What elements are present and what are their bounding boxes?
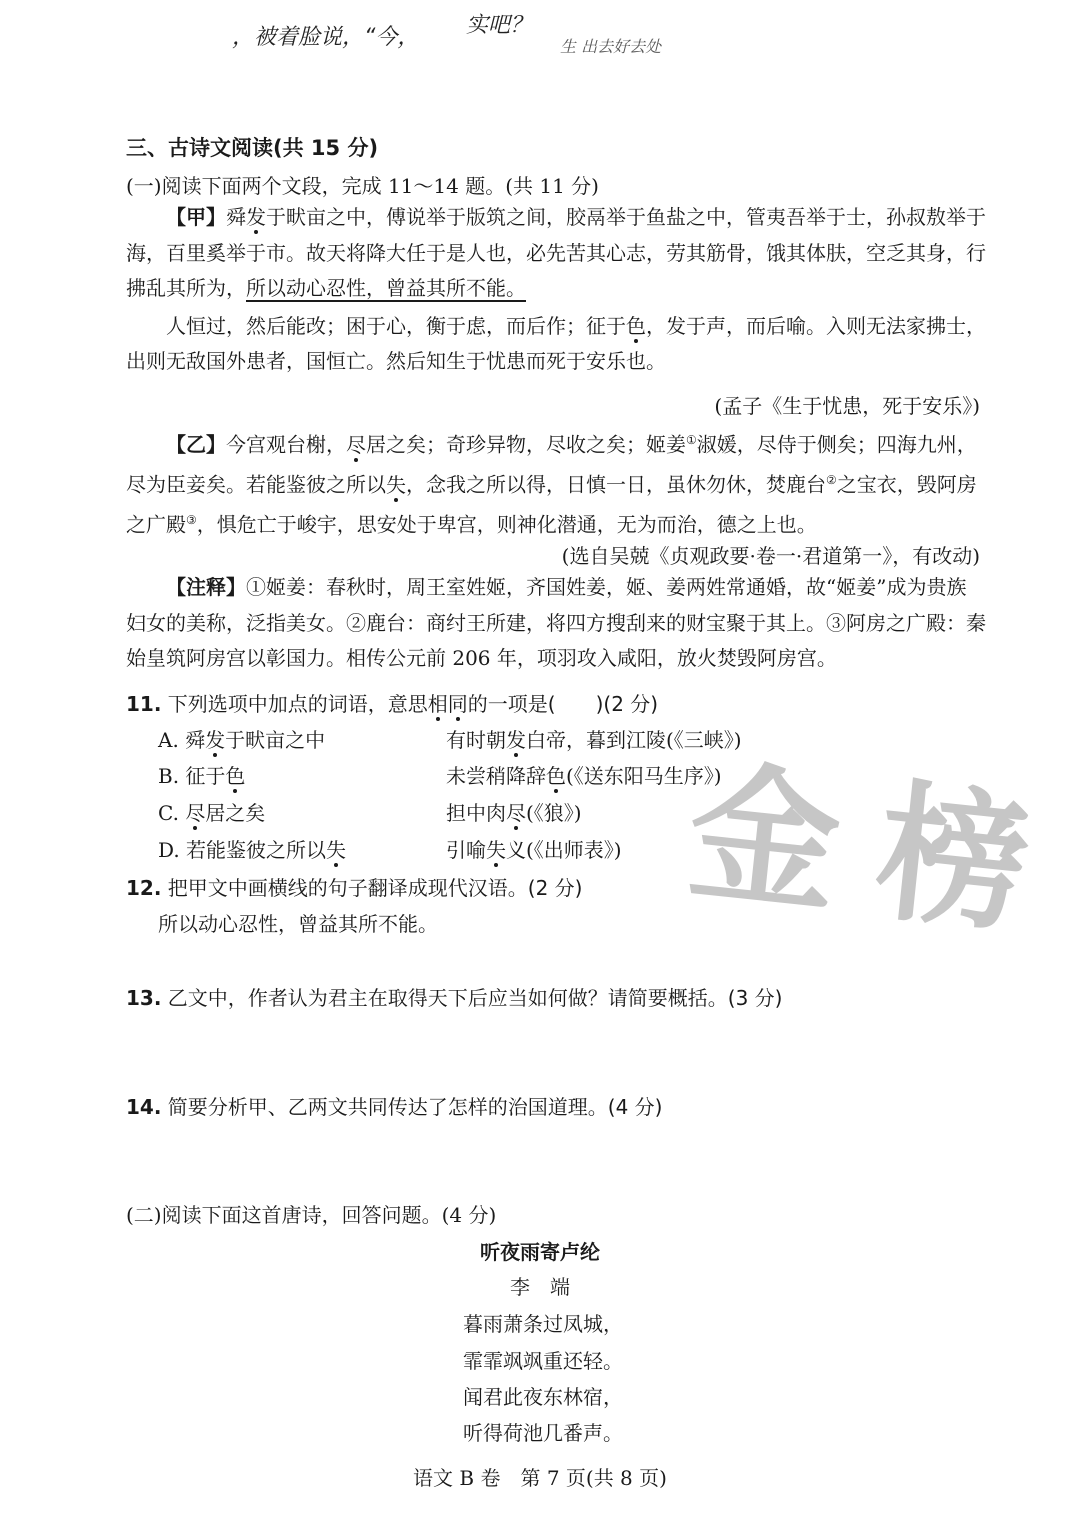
option-text: B. 征于 <box>158 764 226 788</box>
jia-source: (孟子《生于忧患，死于安乐》) <box>714 394 980 418</box>
option-dotted: 色 <box>225 764 246 788</box>
yi-text-f: ，惧危亡于峻宇，思安处于卑宫，则神化潜通，无为而治，德之上也。 <box>196 512 817 537</box>
poem-line-2: 霏霏飒飒重还轻。 <box>463 1349 623 1373</box>
option-text: (《送东阳马生序》) <box>566 764 722 788</box>
yi-text-e: 之宝衣，毁阿房之广殿 <box>126 472 977 537</box>
question-14 <box>126 1091 662 1120</box>
q11-option-c <box>158 797 265 826</box>
question-12 <box>126 872 582 901</box>
jia-text-a: 舜 <box>226 205 246 229</box>
option-dotted: 发 <box>506 728 526 752</box>
yi-text-b: 居之矣；奇珍异物，尽收之矣；姬姜 <box>366 432 686 457</box>
notes-mark: 【注释】 <box>166 575 246 599</box>
q12-sentence: 所以动心忍性，曾益其所不能。 <box>158 912 438 936</box>
q11-text-post: 的一项是( )(2 分) <box>467 692 659 716</box>
q11-dot-b: 同 <box>447 692 468 716</box>
option-dotted: 发 <box>205 728 226 752</box>
q11-option-d-compare <box>446 834 622 863</box>
option-dotted: 失 <box>326 838 347 862</box>
option-text: 义(《出师表》) <box>506 838 622 862</box>
option-text: 未尝稍降辞 <box>446 764 546 788</box>
handwriting-left: ，被着脸说，“今， <box>232 25 420 50</box>
option-text: D. 若能鉴彼之所以 <box>158 838 327 862</box>
option-text: C. <box>158 801 186 825</box>
yi-text-d: ，念我之所以得，日慎一日，虽休勿休，焚鹿台 <box>406 472 826 497</box>
option-text: 白帝，暮到江陵(《三峡》) <box>526 728 742 752</box>
passage-yi <box>126 423 986 543</box>
q11-option-b-compare <box>446 760 722 789</box>
q11-option-d <box>158 834 346 863</box>
q12-text: 把甲文中画横线的句子翻译成现代汉语。(2 分) <box>167 876 583 900</box>
notes-text: ①姬姜：春秋时，周王室姓姬，齐国姓姜，姬、姜两姓常通婚，故“姬姜”成为贵族妇女的美称，泛指美女。②鹿台：商纣王所建，将四方搜刮来的财宝聚于其上。③阿房之广殿：秦始皇筑阿房宫以彰国力。相传公元前 206 年，项羽攻入咸阳，放火焚毁阿房宫。 <box>126 575 986 670</box>
option-text: 担中肉 <box>446 801 506 825</box>
jia-p2-dotted-word: 色 <box>626 313 646 338</box>
question-11 <box>126 688 658 717</box>
q14-number: 14. <box>126 1095 162 1119</box>
page-footer: 语文 B 卷 第 7 页(共 8 页) <box>413 1466 667 1490</box>
yi-text-a: 今宫观台榭， <box>226 432 346 457</box>
q11-option-a <box>158 724 325 753</box>
q11-option-b <box>158 760 245 789</box>
option-dotted: 失 <box>486 838 506 862</box>
question-13 <box>126 982 782 1011</box>
yi-note-ref-2: ② <box>826 473 837 488</box>
jia-underlined-sentence: 所以动心忍性，曾益其所不能。 <box>246 276 526 300</box>
q11-number: 11. <box>126 692 162 716</box>
q11-option-a-compare <box>446 724 742 753</box>
poem-line-1: 暮雨萧条过凤城， <box>463 1312 623 1336</box>
option-text: A. 舜 <box>158 728 206 752</box>
part2-title: (二)阅读下面这首唐诗，回答问题。(4 分) <box>126 1203 497 1227</box>
poem-line-4: 听得荷池几番声。 <box>463 1421 623 1445</box>
jia-p2-text-c: ，发于声，而后喻。入则无法家拂士，出则无敌国外患者，国恒亡。然后知生于忧患而死于安乐也。 <box>126 313 986 373</box>
passage-jia-mark: 【甲】 <box>166 205 226 229</box>
option-text: 于畎亩之中 <box>225 728 326 752</box>
q11-option-c-compare <box>446 797 582 826</box>
option-dotted: 色 <box>546 764 566 788</box>
yi-note-ref-1: ① <box>686 433 697 447</box>
q13-text: 乙文中，作者认为君主在取得天下后应当如何做？请简要概括。(3 分) <box>167 986 783 1010</box>
q12-number: 12. <box>126 876 162 900</box>
option-text: 有时朝 <box>446 728 506 752</box>
yi-dotted-word-2: 失 <box>386 472 406 497</box>
q14-text: 简要分析甲、乙两文共同传达了怎样的治国道理。(4 分) <box>167 1095 663 1119</box>
poem-author: 李 端 <box>510 1275 570 1299</box>
q11-dot-a: 相 <box>427 692 448 716</box>
notes <box>126 570 986 677</box>
jia-p2-text-b: 征于 <box>586 313 626 338</box>
handwriting-middle: 实吧？ <box>466 13 533 38</box>
yi-text-c: 淑媛，尽侍于侧矣；四海九州，尽为臣妾矣。若能鉴彼之所以 <box>126 432 977 497</box>
jia-text-b: 于畎亩之中，傅说举于版筑之间，胶鬲举于鱼盐之中，管夷吾举于士，孙叔敖举于海，百里奚举于市。故天将降大任于是人也，必先苦其心志，劳其筋骨，饿其体肤，空乏其身，行拂乱其所为， <box>126 205 986 300</box>
option-text: (《狼》) <box>526 801 582 825</box>
section-title: 三、古诗文阅读(共 15 分) <box>126 136 379 160</box>
handwriting-right: 生 出去好去处 <box>560 37 662 56</box>
poem-line-3: 闻君此夜东林宿， <box>463 1385 623 1409</box>
part1-title: (一)阅读下面两个文段，完成 11～14 题。(共 11 分) <box>126 174 599 198</box>
jia-dotted-word: 发 <box>246 205 266 229</box>
passage-jia <box>126 200 986 380</box>
option-dotted: 尽 <box>185 801 206 825</box>
passage-yi-mark: 【乙】 <box>166 432 226 457</box>
jia-p2-text-a: 人恒过，然后能改；困于心，衡于虑，而后作； <box>166 313 586 338</box>
yi-dotted-word-1: 尽 <box>346 432 366 457</box>
poem-title: 听夜雨寄卢纶 <box>480 1240 600 1264</box>
yi-note-ref-3: ③ <box>186 513 197 528</box>
watermark-logo: 金榜 <box>680 745 1077 959</box>
yi-source: (选自吴兢《贞观政要·卷一·君道第一》，有改动) <box>561 544 980 568</box>
option-text: 居之矣 <box>205 801 266 825</box>
option-dotted: 尽 <box>506 801 526 825</box>
q11-text-pre: 下列选项中加点的词语，意思 <box>167 692 428 716</box>
q13-number: 13. <box>126 986 162 1010</box>
option-text: 引喻 <box>446 838 486 862</box>
